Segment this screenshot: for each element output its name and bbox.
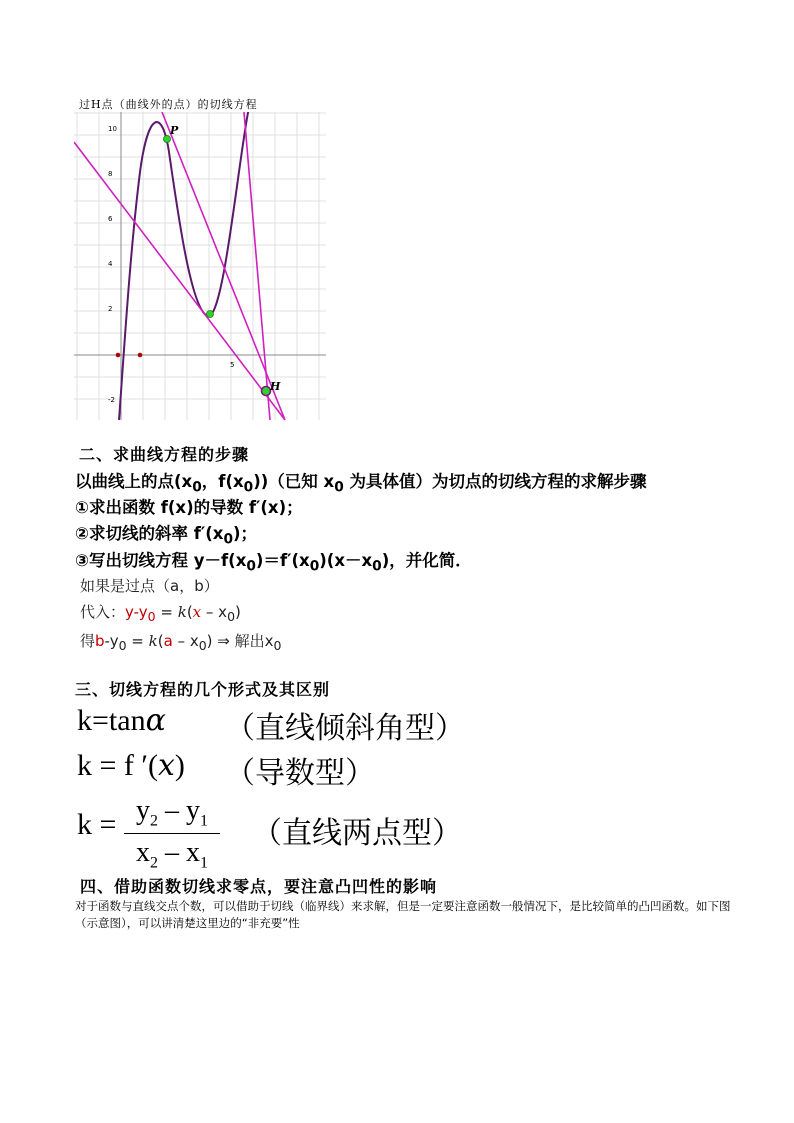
red-dot-2 — [138, 353, 143, 358]
note-through-point: 如果是过点（a，b） — [80, 577, 219, 595]
y-tick-label: 8 — [108, 170, 113, 178]
y-tick-label: 4 — [108, 260, 113, 268]
formula-angle-note: （直线倾斜角型） — [225, 712, 465, 745]
formula-angle: k=tanα — [77, 703, 166, 738]
fraction-bar — [124, 833, 220, 834]
formula-derivative-note: （导数型） — [225, 757, 375, 790]
section-2-intro: 以曲线上的点($x_0$，$f(x_0)$)（已知 $x_0$ 为具体值）为切点的切线方程的求解步骤 — [75, 472, 647, 496]
step-1: ①求出函数 f(x)的导数 f′(x)； — [75, 498, 303, 517]
section-4-heading: 四、借助函数切线求零点，要注意凸凹性的影响 — [80, 877, 438, 896]
formula-derivative: k = f ′(x) — [77, 748, 185, 783]
formula-two-point-k: k = — [77, 808, 117, 841]
note-substitute: 代入：$y-y_0 = k(x - x_0)$ — [80, 603, 241, 624]
y-tick-label: -2 — [108, 396, 115, 404]
y-tick-label: 10 — [108, 125, 117, 133]
tangent-graph — [74, 112, 326, 420]
x-tick-5: 5 — [230, 361, 235, 369]
note-solve: 得$b-y_0 = k(a - x_0)$ ⇒ 解出$x_0$ — [80, 632, 282, 653]
step-3: ③写出切线方程 $y-f(x_0)=f'(x_0)(x-x_0)$，并化简． — [75, 551, 472, 575]
label-p: P — [170, 124, 179, 137]
formula-two-point-fraction — [124, 795, 220, 872]
section-3-heading: 三、切线方程的几个形式及其区别 — [75, 680, 331, 699]
fraction-numerator: $y_2 - y_1$ — [136, 795, 208, 830]
tangent-line-steep — [244, 112, 270, 420]
step-2: ②求切线的斜率 $f'(x_0)$； — [75, 524, 258, 548]
y-tick-label: 2 — [108, 305, 113, 313]
section-2-heading: 二、求曲线方程的步骤 — [79, 445, 250, 464]
section-4-paragraph: 对于函数与直线交点个数，可以借助于切线（临界线）来求解，但是一定要注意函数一般情况下，是比较简单的凸凹函数。如下图（示意图），可以讲清楚这里边的“非充要”性 — [75, 899, 731, 930]
fraction-denominator: $x_2 - x_1$ — [136, 836, 208, 872]
y-tick-label: 6 — [108, 215, 113, 223]
point-valley — [207, 311, 214, 318]
cubic-curve — [119, 112, 250, 420]
formula-two-point-note: （直线两点型） — [252, 817, 462, 850]
red-dot-1 — [116, 353, 121, 358]
graph-caption: 过H点（曲线外的点）的切线方程 — [79, 98, 258, 111]
y-tick-labels — [108, 125, 117, 404]
label-h: H — [270, 380, 281, 393]
